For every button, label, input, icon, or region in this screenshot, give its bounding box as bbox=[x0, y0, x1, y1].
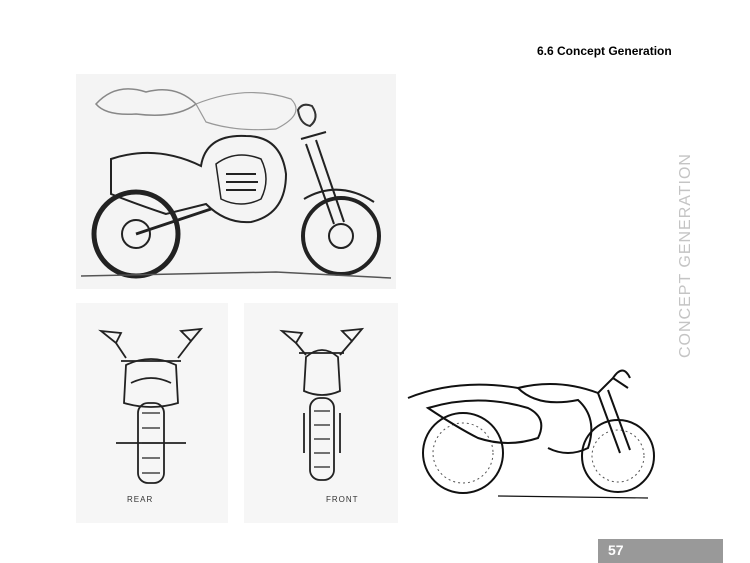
page-number-bar bbox=[598, 539, 723, 563]
front-view-caption: FRONT bbox=[326, 495, 359, 504]
motorcycle-side-sketch-icon bbox=[76, 74, 396, 289]
front-view-sketch bbox=[244, 303, 398, 523]
motorcycle-front-sketch-icon bbox=[244, 303, 398, 523]
side-view-sketch bbox=[76, 74, 396, 289]
section-heading: 6.6 Concept Generation bbox=[537, 44, 672, 58]
rear-view-sketch bbox=[76, 303, 228, 523]
page-number: 57 bbox=[608, 542, 624, 558]
ink-view-sketch bbox=[398, 338, 676, 528]
motorcycle-rear-sketch-icon bbox=[76, 303, 228, 523]
motorcycle-ink-sketch-icon bbox=[398, 338, 676, 528]
rear-view-caption: REAR bbox=[127, 495, 154, 504]
side-title: CONCEPT GENERATION bbox=[677, 153, 694, 358]
